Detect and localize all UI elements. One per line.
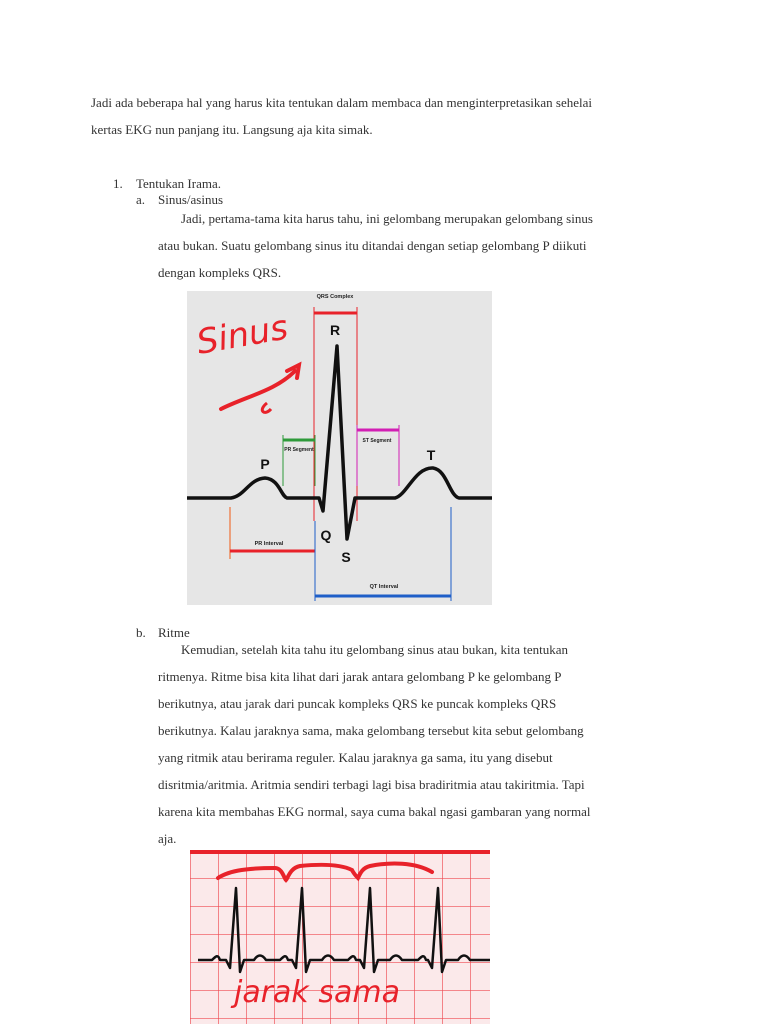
sublist-letter-b: b.	[136, 625, 146, 640]
paragraph-line: ritmenya. Ritme bisa kita lihat dari jarak antara gelombang P ke gelombang P	[158, 669, 562, 684]
p-wave-label: P	[260, 456, 270, 472]
intro-line-2: kertas EKG nun panjang itu. Langsung aja kita simak.	[91, 122, 373, 137]
ecg-strip-image	[190, 850, 490, 1024]
paragraph-line: Kemudian, setelah kita tahu itu gelombang sinus atau bukan, kita tentukan	[181, 642, 569, 657]
paragraph-line: karena kita membahas EKG normal, saya cuma bakal ngasi gambaran yang normal	[158, 804, 591, 819]
paragraph-line: aja.	[158, 831, 177, 846]
pr-segment-label: PR Segment	[284, 447, 314, 453]
subsection-title-sinus: Sinus/asinus	[158, 192, 224, 207]
paragraph-line: atau bukan. Suatu gelombang sinus itu ditandai dengan setiap gelombang P diikuti	[158, 238, 587, 253]
handwritten-sinus: Sinus	[193, 307, 292, 363]
q-wave-label: Q	[320, 527, 332, 543]
paragraph-line: yang ritmik atau berirama reguler. Kalau jaraknya ga sama, itu yang disebut	[158, 750, 553, 765]
sublist-letter-a: a.	[136, 192, 146, 207]
subsection-title-ritme: Ritme	[158, 625, 190, 640]
qt-interval-label: QT Interval	[369, 584, 399, 590]
handwritten-jarak-sama: jarak sama	[234, 975, 400, 1010]
paragraph-line: disritmia/aritmia. Aritmia sendiri terbagi lagi bisa bradiritmia atau takiritmia. Tapi	[158, 777, 585, 792]
qrs-complex-label: QRS Complex	[316, 294, 354, 300]
section-title: Tentukan Irama.	[136, 176, 221, 191]
pr-interval-label: PR Interval	[254, 541, 284, 547]
list-number: 1.	[113, 176, 123, 191]
r-wave-label: R	[329, 322, 341, 338]
st-segment-label: ST Segment	[362, 438, 392, 444]
s-wave-label: S	[341, 549, 351, 565]
t-wave-label: T	[426, 447, 436, 463]
ecg-wave-diagram	[187, 291, 492, 605]
paragraph-line: dengan kompleks QRS.	[158, 265, 282, 280]
paragraph-line: Jadi, pertama-tama kita harus tahu, ini gelombang merupakan gelombang sinus	[181, 211, 593, 226]
paragraph-line: berikutnya, atau jarak dari puncak kompleks QRS ke puncak kompleks QRS	[158, 696, 557, 711]
intro-line-1: Jadi ada beberapa hal yang harus kita tentukan dalam membaca dan menginterpretasikan sehelai	[91, 95, 593, 110]
paragraph-line: berikutnya. Kalau jaraknya sama, maka gelombang tersebut kita sebut gelombang	[158, 723, 584, 738]
